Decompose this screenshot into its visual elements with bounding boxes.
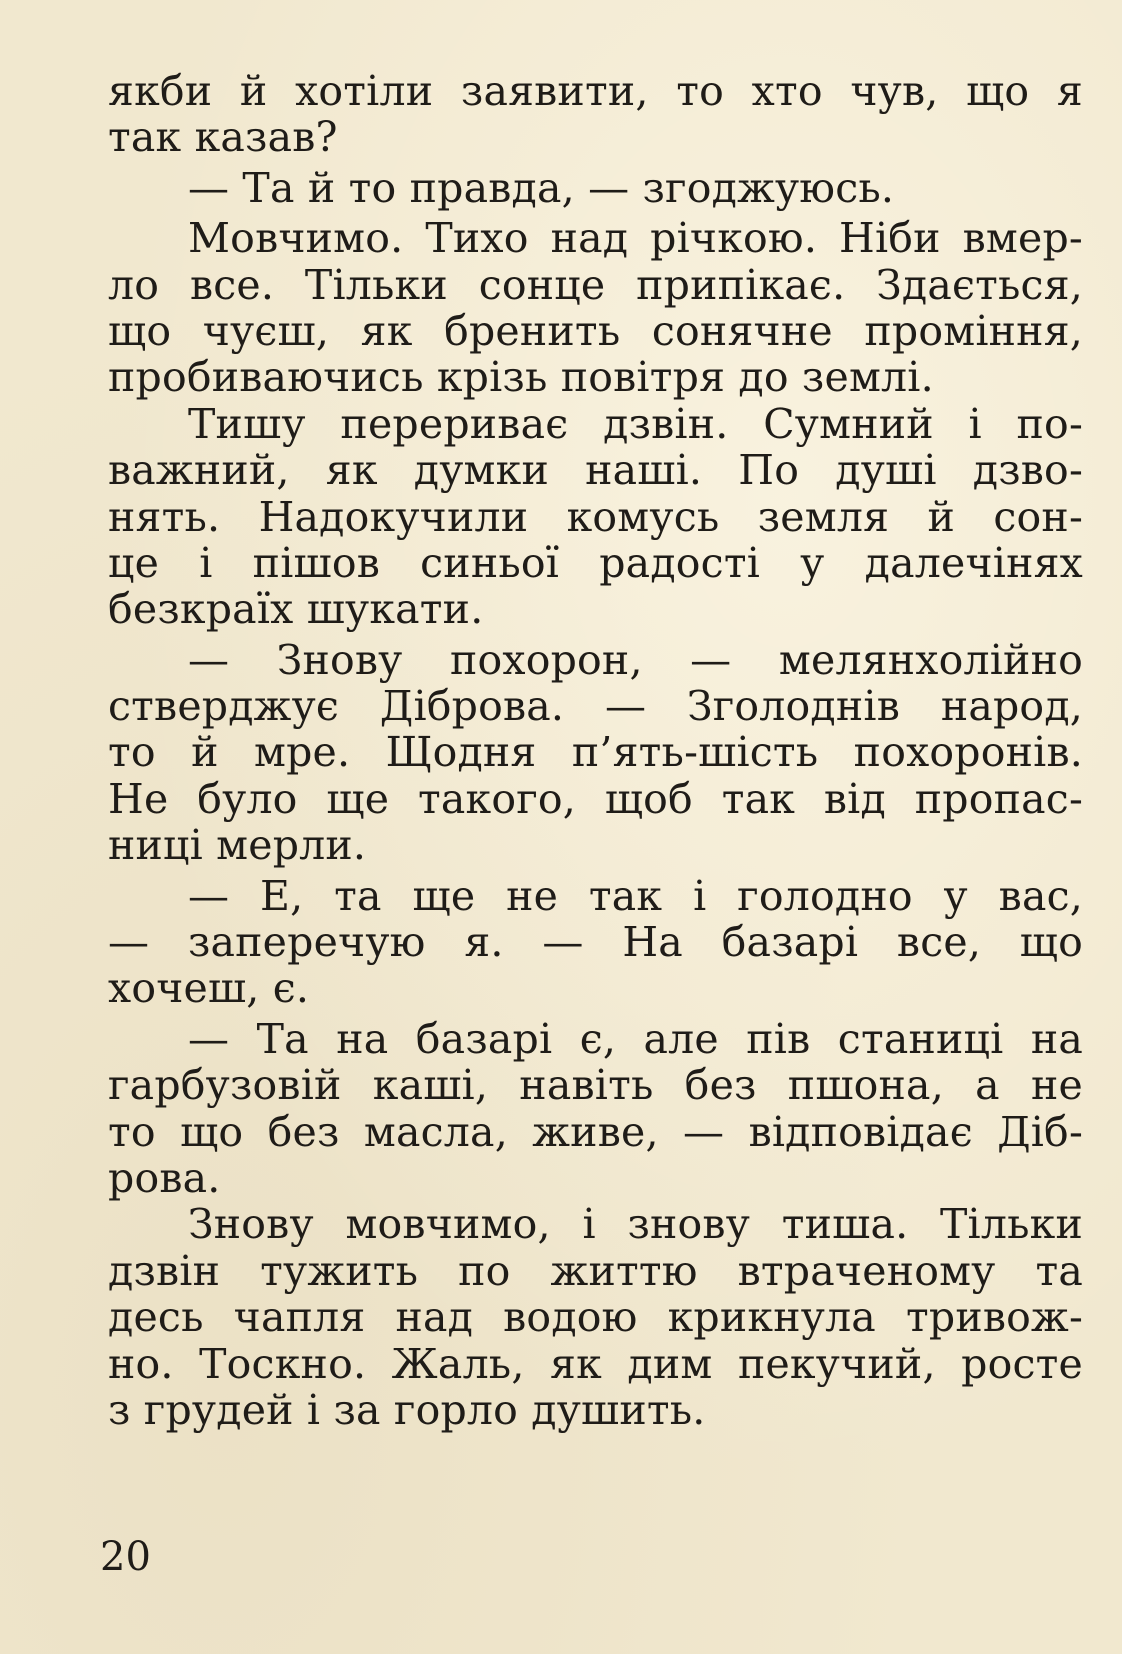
text-line: Знову мовчимо, і знову тиша. Тільки [188,1200,1083,1249]
page-number: 20 [100,1534,151,1580]
text-line: но. Тоскно. Жаль, як дим пекучий, росте [108,1339,1083,1388]
text-line: гарбузовій каші, навіть без пшона, а не [108,1061,1083,1110]
text-line: важний, як думки наші. По душі дзво- [108,446,1083,495]
text-line: — Та на базарі є, але пів станиці на [188,1014,1083,1063]
text-line: Тишу перериває дзвін. Сумний і по- [188,399,1083,448]
text-line: стверджує Діброва. — Зголоднів народ, [108,682,1083,731]
text-line: десь чапля над водою крикнула тривож- [108,1293,1083,1342]
text-line: безкраїх шукати. [108,585,484,634]
paragraph-3 [108,215,1083,401]
text-line: нять. Надокучили комусь земля й сон- [108,492,1083,541]
text-line: що чуєш, як бренить сонячне проміння, [108,306,1083,355]
text-line: — заперечую я. — На базарі все, що [108,918,1083,967]
paragraph-5 [108,637,1083,869]
paragraph-1 [108,68,1083,161]
text-line: так казав? [108,113,338,162]
text-line: пробиваючись крізь повітря до землі. [108,353,934,402]
text-line: то що без масла, живе, — відповідає Діб- [108,1107,1083,1156]
paragraph-2 [108,165,1083,211]
text-line: хочеш, є. [108,964,310,1013]
paragraph-6 [108,873,1083,1012]
text-line: ниці мерли. [108,821,367,870]
text-line: — Е, та ще не так і голодно у вас, [188,871,1083,920]
text-line: Не було ще такого, щоб так від пропас- [108,774,1083,823]
text-line: то й мре. Щодня п’ять-шість похоронів. [108,728,1083,777]
text-line: якби й хотіли заявити, то хто чув, що я [108,67,1083,115]
text-line: — Знову похорон, — мелянхолійно [188,635,1083,684]
text-line: дзвін тужить по життю втраченому та [108,1246,1083,1295]
text-line: Мовчимо. Тихо над річкою. Ніби вмер- [188,214,1083,263]
paragraph-4 [108,401,1083,633]
page-body-text [108,68,1083,1433]
paragraph-8 [108,1201,1083,1433]
text-line: це і пішов синьої радості у далечінях [108,538,1083,587]
paragraph-7 [108,1016,1083,1202]
text-line: рова. [108,1153,221,1202]
text-line: — Та й то правда, — згоджуюсь. [188,163,895,212]
text-line: ло все. Тільки сонце припікає. Здається, [108,260,1083,309]
text-line: з грудей і за горло душить. [108,1385,706,1434]
